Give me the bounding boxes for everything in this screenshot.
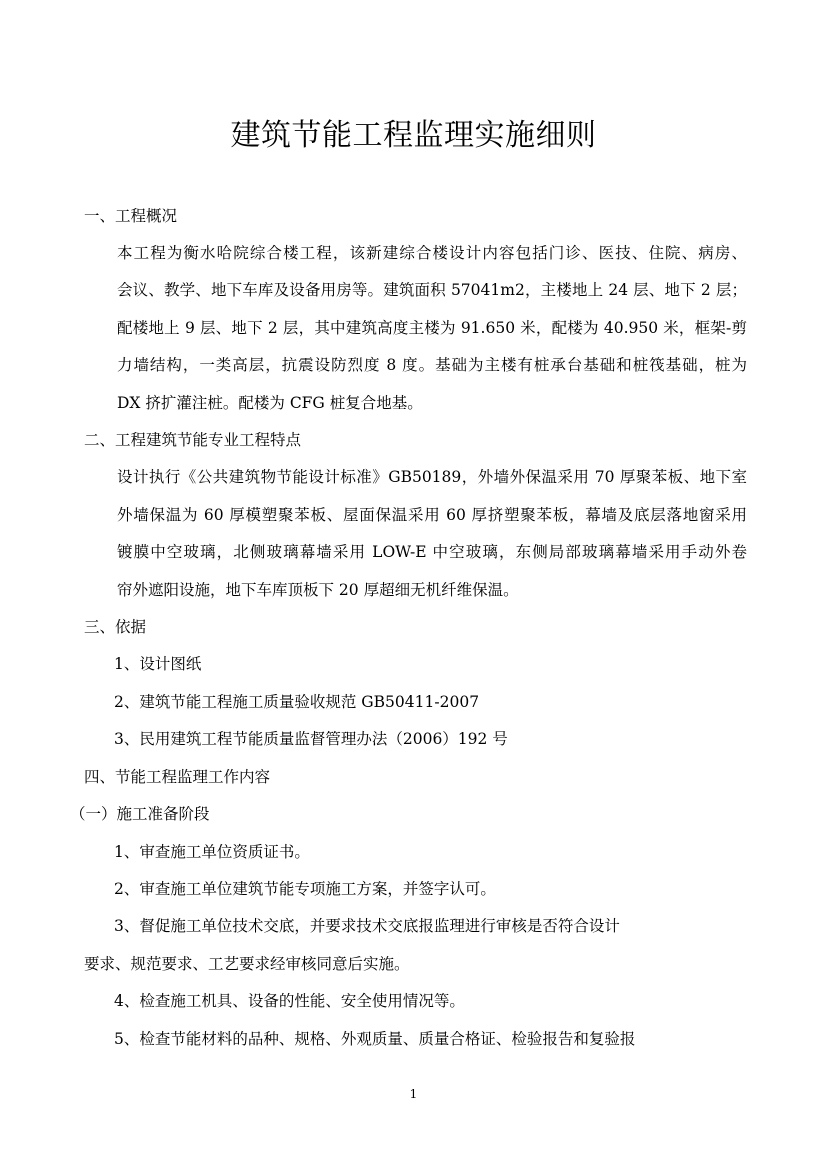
page-number: 1 xyxy=(409,1087,418,1101)
section-2-paragraph-line: 帘外遮阳设施，地下车库顶板下 20 厚超细无机纤维保温。 xyxy=(117,581,519,599)
section-3-heading: 三、依据 xyxy=(84,618,147,636)
section-4-subheading: （一）施工准备阶段 xyxy=(70,805,210,823)
section-1-paragraph-line: DX 挤扩灌注桩。配楼为 CFG 桩复合地基。 xyxy=(117,394,423,412)
work-item: 4、检查施工机具、设备的性能、安全使用情况等。 xyxy=(114,992,465,1010)
section-1-heading: 一、工程概况 xyxy=(84,207,178,225)
section-2-paragraph-line: 外墙保温为 60 厚模塑聚苯板、屋面保温采用 60 厚挤塑聚苯板，幕墙及底层落地窗采用 xyxy=(117,506,747,524)
work-item: 3、督促施工单位技术交底，并要求技术交底报监理进行审核是否符合设计 xyxy=(114,917,620,935)
document-title: 建筑节能工程监理实施细则 xyxy=(230,118,597,153)
section-1-paragraph-line: 本工程为衡水哈院综合楼工程，该新建综合楼设计内容包括门诊、医技、住院、病房、 xyxy=(117,244,747,262)
work-item: 2、审查施工单位建筑节能专项施工方案，并签字认可。 xyxy=(114,880,496,898)
basis-item: 1、设计图纸 xyxy=(114,655,202,673)
section-1-paragraph-line: 配楼地上 9 层、地下 2 层，其中建筑高度主楼为 91.650 米，配楼为 40.950 米，框架-剪 xyxy=(117,319,747,337)
work-item: 1、审查施工单位资质证书。 xyxy=(114,843,310,861)
section-2-paragraph-line: 设计执行《公共建筑物节能设计标准》GB50189，外墙外保温采用 70 厚聚苯板、地下室 xyxy=(117,468,747,486)
section-2-paragraph-line: 镀膜中空玻璃，北侧玻璃幕墙采用 LOW-E 中空玻璃，东侧局部玻璃幕墙采用手动外卷 xyxy=(117,543,747,561)
section-1-paragraph-line: 会议、教学、地下车库及设备用房等。建筑面积 57041m2，主楼地上 24 层、地下 2 层； xyxy=(117,281,747,299)
section-2-heading: 二、工程建筑节能专业工程特点 xyxy=(84,431,302,449)
basis-item: 3、民用建筑工程节能质量监督管理办法（2006）192 号 xyxy=(114,730,508,748)
section-1-paragraph-line: 力墙结构，一类高层，抗震设防烈度 8 度。基础为主楼有桩承台基础和桩筏基础，桩为 xyxy=(117,356,747,374)
section-4-heading: 四、节能工程监理工作内容 xyxy=(84,768,271,786)
basis-item: 2、建筑节能工程施工质量验收规范 GB50411-2007 xyxy=(114,693,480,711)
work-item: 5、检查节能材料的品种、规格、外观质量、质量合格证、检验报告和复验报 xyxy=(114,1030,636,1048)
work-item-continuation: 要求、规范要求、工艺要求经审核同意后实施。 xyxy=(84,955,410,973)
